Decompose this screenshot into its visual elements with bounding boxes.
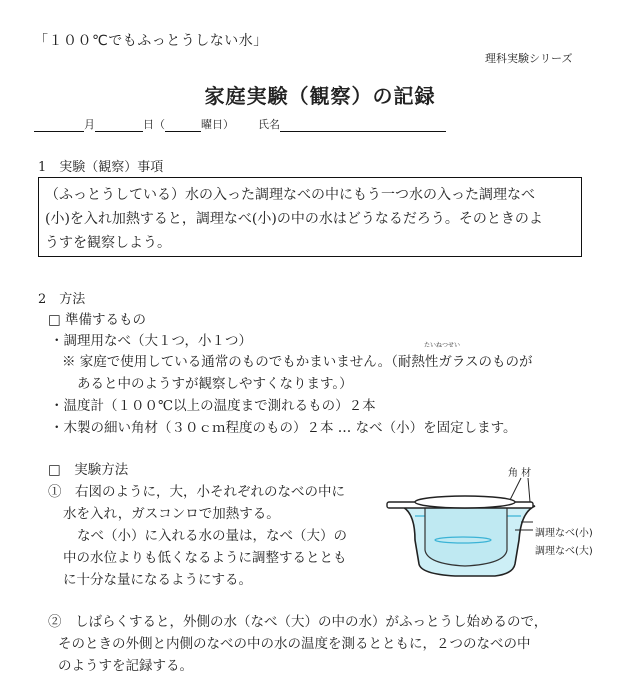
nested-pots-illustration [385, 460, 635, 590]
question-line: うすを観察しよう。 [45, 235, 171, 251]
pot-diagram [385, 460, 635, 594]
day-field[interactable] [95, 119, 143, 132]
series-label: 理科実験シリーズ [485, 52, 573, 65]
procedure-step1-line: 水を入れ，ガスコンロで加熱する。 [63, 506, 280, 522]
month-field[interactable] [34, 119, 84, 132]
procedure-step1-line: なべ（小）に入れる水の量は，なべ（大）の [77, 528, 347, 544]
material-item: ・木製の細い角材（３０ｃｍ程度のもの）２本 … なべ（小）を固定します。 [50, 420, 517, 436]
weekday-label: 曜日） [201, 118, 234, 131]
section1-heading: 1 実験（観察）事項 [38, 160, 164, 175]
procedure-step1-line: ① 右図のように，大，小それぞれのなべの中に [48, 484, 345, 500]
small-pot-label: 調理なべ(小) [535, 528, 593, 539]
weekday-field[interactable] [165, 119, 201, 132]
wood-strip-label: 角 材 [508, 468, 532, 479]
procedure-step2-line: ② しばらくすると，外側の水（なべ（大）の中の水）がふっとうし始めるので， [48, 614, 548, 630]
large-pot-label: 調理なべ(大) [535, 546, 593, 557]
material-note: ※ 家庭で使用している通常のものでもかまいません。（耐熱性ガラスのものが [62, 354, 533, 370]
question-line: (小)を入れ加熱すると，調理なべ(小)の中の水はどうなるだろう。そのときのよ [45, 211, 543, 227]
procedure-heading: □ 実験方法 [48, 462, 129, 478]
name-field[interactable] [280, 119, 446, 132]
experiment-question-box [38, 177, 582, 257]
material-item: ・温度計（１００℃以上の温度まで測れるもの）２本 [50, 398, 376, 414]
ruby-annotation: たいねつせい [424, 342, 461, 349]
record-line [34, 116, 446, 132]
month-label: 月 [84, 118, 95, 131]
section2-heading: 2 方法 [38, 292, 86, 307]
question-line: （ふっとうしている）水の入った調理なべの中にもう一つ水の入った調理なべ [45, 187, 535, 203]
experiment-subtitle: 「１００℃でもふっとうしない水」 [34, 33, 268, 49]
procedure-step2-line: そのときの外側と内側のなべの中の水の温度を測るとともに，２つのなべの中 [58, 636, 531, 652]
material-note: あると中のようすが観察しやすくなります。） [77, 376, 353, 392]
name-label: 氏名 [258, 118, 280, 131]
material-item: ・調理用なべ（大１つ，小１つ） [50, 333, 252, 349]
day-label: 日（ [143, 118, 165, 131]
materials-heading: □ 準備するもの [48, 312, 147, 328]
page-title: 家庭実験（観察）の記録 [204, 84, 436, 108]
procedure-step1-line: に十分な量になるようにする。 [63, 572, 252, 588]
procedure-step1-line: 中の水位よりも低くなるように調整するととも [63, 550, 347, 566]
procedure-step2-line: のようすを記録する。 [58, 658, 193, 674]
